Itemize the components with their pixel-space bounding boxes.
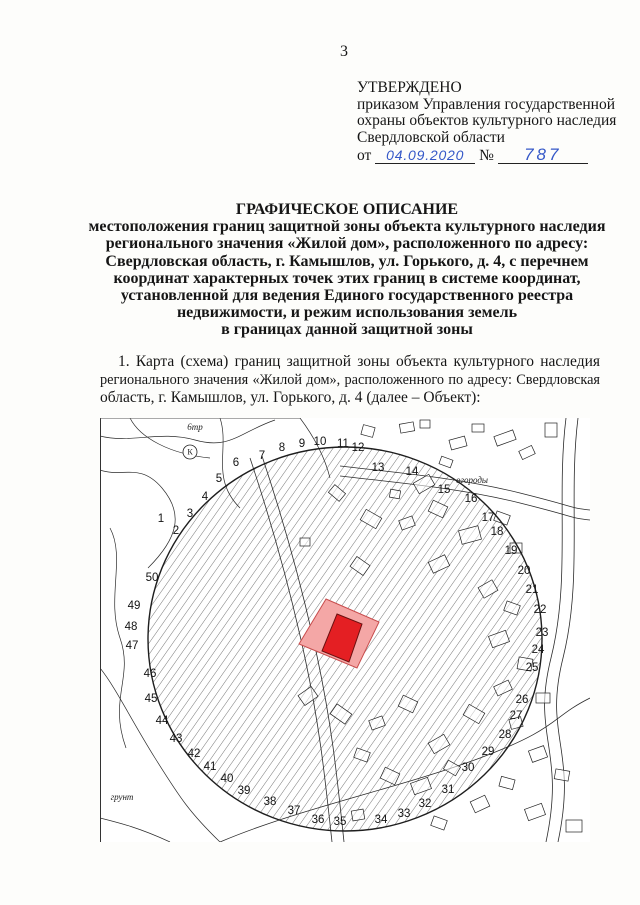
approval-block — [357, 80, 629, 165]
k-marker-letter: К — [187, 447, 193, 457]
map-point-label: 8 — [278, 442, 286, 454]
map-point-label: 22 — [533, 604, 547, 616]
map-point-label: 27 — [509, 710, 523, 722]
building-outline — [566, 820, 582, 832]
heading-line: местоположения границ защитной зоны объекта культурного наследия — [88, 218, 606, 236]
handwritten-date: 04.09.2020 — [386, 146, 465, 163]
map-point-label: 9 — [298, 438, 306, 450]
map-point-label: 14 — [405, 466, 419, 478]
map-point-label: 11 — [337, 438, 349, 450]
building-outline — [399, 422, 414, 433]
map-point-label: 35 — [333, 816, 347, 828]
number-sign: № — [479, 146, 494, 164]
section-1-paragraph — [100, 353, 600, 407]
map-point-label: 20 — [517, 565, 531, 577]
map-point-label: 6 — [232, 457, 240, 469]
map-point-label: 36 — [311, 814, 325, 826]
map-point-label: 19 — [504, 545, 518, 557]
heading-line: координат характерных точек этих границ в системе координат, — [113, 269, 581, 287]
map-point-label: 44 — [155, 715, 169, 727]
paragraph-line: 1. Карта (схема) границ защитной зоны объекта культурного наследия — [118, 353, 600, 370]
map-point-label: 23 — [535, 627, 549, 639]
map-point-label: 3 — [186, 508, 194, 520]
map-point-label: 5 — [215, 473, 223, 485]
building-outline — [389, 489, 400, 499]
approval-date-line — [357, 144, 629, 165]
map-point-label: 34 — [374, 814, 388, 826]
building-outline — [420, 420, 430, 428]
map-point-label: 38 — [263, 796, 277, 808]
map-point-label: 16 — [464, 493, 478, 505]
map-point-label: 45 — [144, 693, 158, 705]
map-point-label: 49 — [127, 600, 141, 612]
date-field — [375, 148, 475, 164]
building-outline — [536, 693, 550, 703]
map-point-label: 26 — [515, 694, 529, 706]
paragraph-line: область, г. Камышлов, ул. Горького, д. 4 (далее – Объект): — [100, 389, 481, 406]
map-point-label: 15 — [437, 484, 451, 496]
map-point-label: 21 — [525, 584, 539, 596]
map-point-label: 28 — [498, 729, 512, 741]
building-outline — [554, 769, 570, 781]
map-point-label: 30 — [461, 762, 475, 774]
building-outline — [545, 423, 557, 437]
map-point-label: 2 — [172, 525, 180, 537]
map-point-label: 33 — [397, 808, 411, 820]
map-point-label: 37 — [287, 805, 301, 817]
map-point-label: 42 — [187, 748, 201, 760]
map-point-label: 24 — [531, 644, 545, 656]
map-point-label: 10 — [313, 436, 327, 448]
map-point-label: 7 — [258, 450, 266, 462]
heading-line: недвижимости, и режим использования земель — [176, 304, 518, 322]
approval-line: приказом Управления государственной — [357, 95, 616, 113]
map-point-label: 32 — [418, 798, 432, 810]
paragraph-line: регионального значения «Жилой дом», расположенного по адресу: Свердловская — [100, 372, 600, 388]
number-field — [498, 144, 588, 164]
map-point-label: 46 — [143, 668, 157, 680]
map-label-gardens: огороды — [455, 475, 489, 485]
zone-map — [100, 418, 590, 842]
heading-line: в границах данной защитной зоны — [221, 321, 473, 339]
approval-line: охраны объектов культурного наследия — [357, 112, 617, 130]
building-outline — [351, 809, 365, 821]
map-point-label: 1 — [157, 513, 165, 525]
approval-title: УТВЕРЖДЕНО — [357, 79, 462, 96]
map-label-ground: грунт — [110, 792, 134, 802]
map-point-label: 43 — [169, 733, 183, 745]
map-point-label: 13 — [371, 462, 385, 474]
map-label-top: 6тр — [187, 422, 203, 432]
handwritten-number: 787 — [524, 144, 562, 164]
map-point-label: 40 — [220, 773, 234, 785]
map-point-label: 25 — [525, 662, 539, 674]
map-point-label: 47 — [125, 640, 139, 652]
heading-line: регионального значения «Жилой дом», расположенного по адресу: — [105, 235, 589, 253]
approval-line: Свердловской области — [357, 129, 505, 147]
map-point-label: 50 — [145, 572, 159, 584]
map-point-label: 12 — [351, 442, 365, 454]
page-number: 3 — [340, 43, 348, 60]
heading-line: установленной для ведения Единого государственного реестра — [120, 287, 574, 305]
map-point-label: 41 — [203, 761, 217, 773]
map-point-label: 48 — [124, 621, 138, 633]
k-marker — [183, 445, 197, 459]
heading-line: Свердловская область, г. Камышлов, ул. Горького, д. 4, с перечнем — [105, 252, 589, 270]
date-prefix: от — [357, 146, 372, 164]
map-point-label: 29 — [481, 746, 495, 758]
building-outline — [300, 538, 310, 546]
map-point-label: 17 — [481, 512, 495, 524]
map-point-label: 18 — [490, 526, 504, 538]
building-outline — [472, 424, 484, 432]
map-point-label: 31 — [441, 784, 455, 796]
heading-title: ГРАФИЧЕСКОЕ ОПИСАНИЕ — [235, 201, 459, 218]
document-heading — [77, 201, 617, 339]
map-point-label: 4 — [201, 491, 209, 503]
map-point-label: 39 — [237, 785, 251, 797]
